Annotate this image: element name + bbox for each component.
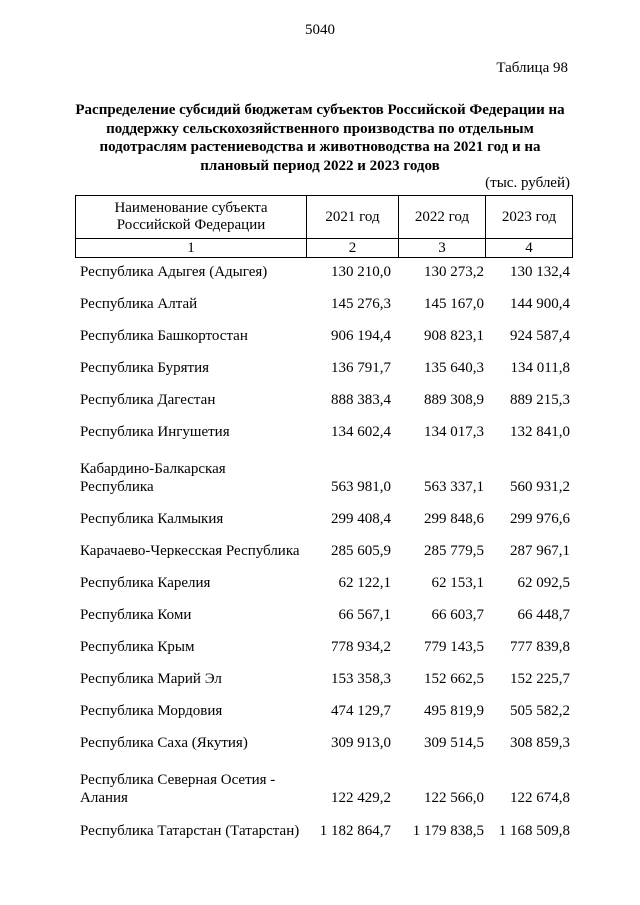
value-2021: 563 981,0 [331, 479, 391, 495]
table-header [75, 195, 573, 258]
value-2023: 1 168 509,8 [498, 823, 570, 839]
table-row [75, 286, 572, 318]
value-2023: 134 011,8 [510, 360, 570, 376]
value-2022: 130 273,2 [424, 264, 484, 280]
value-2021: 474 129,7 [331, 703, 391, 719]
title-line: плановый период 2022 и 2023 годов [200, 157, 440, 174]
table-body [75, 258, 572, 845]
value-2023: 62 092,5 [517, 575, 570, 591]
value-2022: 309 514,5 [424, 735, 484, 751]
header-name-line: Российской Федерации [116, 217, 266, 233]
region-name: Республика Крым [80, 639, 195, 655]
table-row [75, 693, 572, 725]
header-col-number: 2 [307, 239, 399, 258]
header-name-line: Наименование субъекта [114, 200, 268, 216]
value-2023: 560 931,2 [510, 479, 570, 495]
table-row [75, 597, 572, 629]
value-2023: 130 132,4 [510, 264, 570, 280]
region-name: Республика Северная Осетия - Алания [80, 772, 276, 806]
units-label: (тыс. рублей) [485, 175, 570, 191]
value-2021: 888 383,4 [331, 392, 391, 408]
value-2022: 62 153,1 [431, 575, 484, 591]
region-name: Республика Коми [80, 607, 192, 623]
value-2022: 563 337,1 [424, 479, 484, 495]
region-name: Республика Калмыкия [80, 511, 224, 527]
header-year-2022: 2022 год [399, 196, 486, 239]
header-year-2021: 2021 год [307, 196, 399, 239]
value-2023: 152 225,7 [510, 671, 570, 687]
region-name: Республика Мордовия [80, 703, 223, 719]
table-row [75, 318, 572, 350]
value-2021: 134 602,4 [331, 424, 391, 440]
value-2023: 308 859,3 [510, 735, 570, 751]
table-caption: Таблица 98 [496, 60, 568, 76]
value-2021: 1 182 864,7 [319, 823, 391, 839]
title-line: подотраслям растениеводства и животноводства на 2021 год и на [99, 139, 541, 155]
table-row [75, 757, 572, 812]
value-2021: 130 210,0 [331, 264, 391, 280]
table-row [75, 258, 572, 286]
value-2023: 287 967,1 [510, 543, 570, 559]
value-2021: 778 934,2 [331, 639, 391, 655]
value-2021: 66 567,1 [338, 607, 391, 623]
region-name: Республика Карелия [80, 575, 211, 591]
value-2022: 135 640,3 [424, 360, 484, 376]
header-col-number: 4 [486, 239, 573, 258]
header-col-number: 3 [399, 239, 486, 258]
value-2023: 777 839,8 [510, 639, 570, 655]
title-line: Распределение субсидий бюджетам субъектов Российской Федерации на [75, 102, 565, 118]
value-2023: 505 582,2 [510, 703, 570, 719]
table-row [75, 533, 572, 565]
value-2022: 495 819,9 [424, 703, 484, 719]
value-2021: 309 913,0 [331, 735, 391, 751]
table-row [75, 812, 572, 845]
value-2022: 145 167,0 [424, 296, 484, 312]
value-2022: 1 179 838,5 [412, 823, 484, 839]
table-row [75, 350, 572, 382]
value-2022: 299 848,6 [424, 511, 484, 527]
region-name: Республика Дагестан [80, 392, 216, 408]
region-name: Республика Саха (Якутия) [80, 735, 248, 751]
table-row [75, 629, 572, 661]
table-row [75, 446, 572, 501]
title-line: поддержку сельскохозяйственного производства по отдельным [106, 120, 534, 137]
region-name: Республика Адыгея (Адыгея) [80, 264, 268, 280]
value-2022: 152 662,5 [424, 671, 484, 687]
header-name-column [76, 196, 307, 239]
value-2021: 122 429,2 [331, 790, 391, 806]
region-name: Республика Башкортостан [80, 328, 248, 344]
value-2021: 299 408,4 [331, 511, 391, 527]
value-2023: 144 900,4 [510, 296, 570, 312]
value-2022: 889 308,9 [424, 392, 484, 408]
page-number: 5040 [305, 22, 335, 38]
region-name: Республика Марий Эл [80, 671, 222, 687]
region-name: Республика Ингушетия [80, 424, 230, 440]
region-name: Карачаево-Черкесская Республика [80, 543, 300, 559]
value-2022: 285 779,5 [424, 543, 484, 559]
table-row [75, 382, 572, 414]
value-2022: 908 823,1 [424, 328, 484, 344]
value-2023: 122 674,8 [510, 790, 570, 806]
table-row [75, 565, 572, 597]
value-2023: 889 215,3 [510, 392, 570, 408]
value-2023: 299 976,6 [510, 511, 570, 527]
value-2023: 132 841,0 [510, 424, 570, 440]
region-name: Республика Татарстан (Татарстан) [80, 823, 300, 839]
value-2022: 134 017,3 [424, 424, 484, 440]
table-row [75, 501, 572, 533]
header-year-2023: 2023 год [486, 196, 573, 239]
table-row [75, 661, 572, 693]
header-col-number: 1 [76, 239, 307, 258]
value-2021: 153 358,3 [331, 671, 391, 687]
value-2021: 145 276,3 [331, 296, 391, 312]
region-name: Кабардино-Балкарская Республика [80, 461, 226, 495]
value-2022: 66 603,7 [431, 607, 484, 623]
document-title [60, 101, 580, 175]
region-name: Республика Бурятия [80, 360, 210, 376]
value-2021: 136 791,7 [331, 360, 391, 376]
value-2023: 66 448,7 [517, 607, 570, 623]
table-row [75, 725, 572, 757]
table-row [75, 414, 572, 446]
region-name: Республика Алтай [80, 296, 198, 312]
value-2021: 62 122,1 [338, 575, 391, 591]
value-2023: 924 587,4 [510, 328, 570, 344]
value-2022: 779 143,5 [424, 639, 484, 655]
value-2021: 285 605,9 [331, 543, 391, 559]
value-2021: 906 194,4 [331, 328, 391, 344]
value-2022: 122 566,0 [424, 790, 484, 806]
